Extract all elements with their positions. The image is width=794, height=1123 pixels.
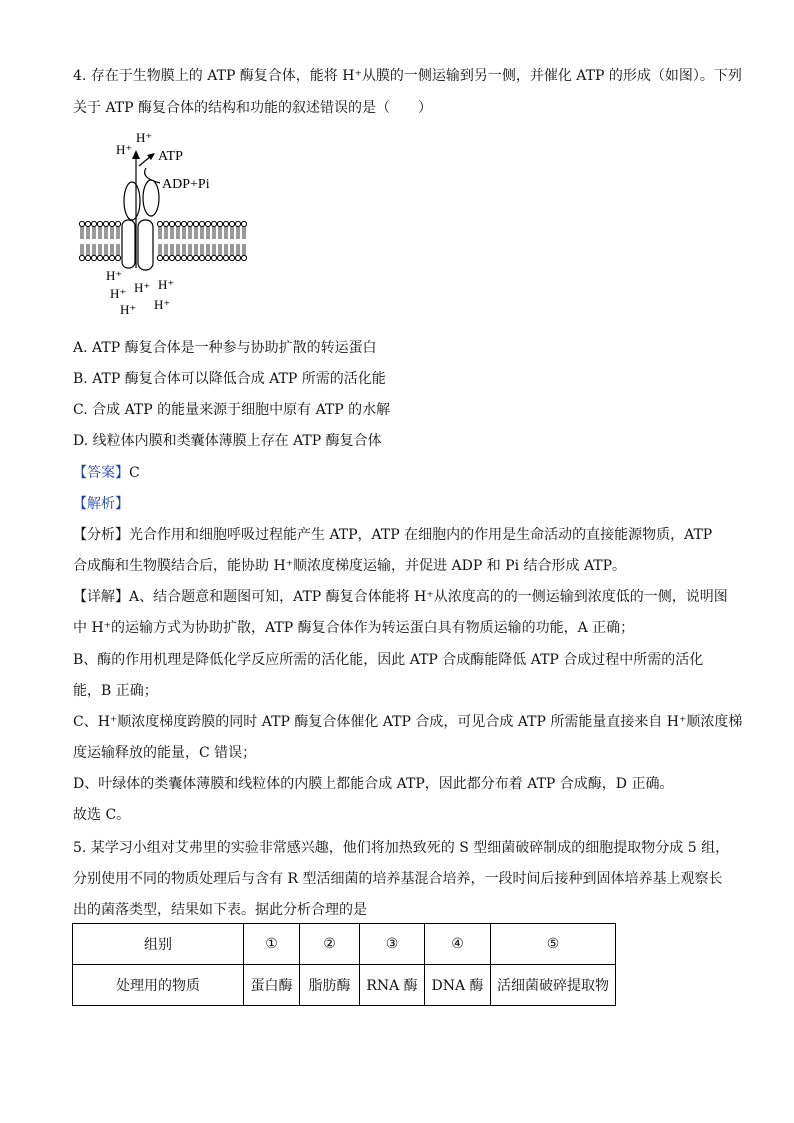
table-cell: RNA 酶 [360,965,425,1006]
xiangjie-text-1: A、结合题意和题图可知，ATP 酶复合体能将 H⁺从浓度高的的一侧运输到浓度低的一侧，说明图 [129,589,728,605]
table-row [73,965,616,1006]
xiangjie-line-1 [73,587,728,607]
table-cell: 处理用的物质 [73,965,244,1006]
table-cell: DNA 酶 [425,965,491,1006]
phospholipid-head [211,221,216,226]
phospholipid-head [223,255,228,260]
analysis-label: 【解析】 [73,496,129,512]
h-label-bottom-6: H⁺ [154,297,171,312]
phospholipid-head [175,221,180,226]
phospholipid-head [217,255,222,260]
membrane-bilayer [79,221,246,260]
table-cell: 蛋白酶 [244,965,300,1006]
phospholipid-head [235,221,240,226]
protein-subunit-upper-left [124,182,140,220]
table-cell: ① [244,924,300,965]
analysis-heading [73,494,129,514]
phospholipid-head [241,221,246,226]
q4-stem-line-2: 关于 ATP 酶复合体的结构和功能的叙述错误的是（ ） [73,100,433,116]
q5-stem-line-3: 出的菌落类型，结果如下表。据此分析合理的是 [73,902,367,918]
phospholipid-head [241,255,246,260]
xiangjie-label: 【详解】 [73,589,129,605]
phospholipid-head [229,255,234,260]
protein-channel-left [122,220,135,268]
xiangjie-line-3: B、酶的作用机理是降低化学反应所需的活化能，因此 ATP 合成酶能降低 ATP 合成过程中所需的活化 [73,652,704,668]
phospholipid-head [199,221,204,226]
phospholipid-head [163,255,168,260]
phospholipid-head [235,255,240,260]
phospholipid-head [193,221,198,226]
phospholipid-head [193,255,198,260]
phospholipid-head [97,221,102,226]
phospholipid-head [115,255,120,260]
phospholipid-head [163,221,168,226]
table-cell: ④ [425,924,491,965]
phospholipid-head [97,255,102,260]
phospholipid-head [85,221,90,226]
h-label-top-right: H⁺ [136,130,153,145]
h-label-bottom-5: H⁺ [120,302,137,317]
phospholipid-head [85,255,90,260]
fenxi-text-1: 光合作用和细胞呼吸过程能产生 ATP，ATP 在细胞内的作用是生命活动的直接能源物质，ATP [129,527,713,543]
xiangjie-line-2: 中 H⁺的运输方式为协助扩散，ATP 酶复合体作为转运蛋白具有物质运输的功能，A 正确； [73,620,635,636]
phospholipid-head [211,255,216,260]
phospholipid-head [175,255,180,260]
phospholipid-head [187,255,192,260]
answer-label: 【答案】 [73,465,129,481]
phospholipid-head [103,221,108,226]
phospholipid-head [217,221,222,226]
xiangjie-line-7: D、叶绿体的类囊体薄膜和线粒体的内膜上都能合成 ATP，因此都分布着 ATP 合成酶，D 正确。 [73,776,674,792]
protein-channel-right [138,220,153,270]
protein-subunit-upper-right [143,180,159,216]
adp-curve-arrow [145,168,160,183]
phospholipid-head [205,255,210,260]
conclusion-line: 故选 C。 [73,807,131,823]
table-cell: ⑤ [491,924,616,965]
phospholipid-head [157,221,162,226]
phospholipid-head [169,221,174,226]
q4-stem-line-1: 4. 存在于生物膜上的 ATP 酶复合体，能将 H⁺从膜的一侧运输到另一侧，并催化 ATP 的形成（如图）。下列 [73,68,742,84]
fenxi-line-1 [73,525,712,545]
h-label-bottom-4: H⁺ [158,277,175,292]
h-label-bottom-3: H⁺ [134,280,151,295]
q5-stem-line-1: 5. 某学习小组对艾弗里的实验非常感兴趣，他们将加热致死的 S 型细菌破碎制成的细胞提取物分成 5 组， [73,840,730,856]
q4-option-a: A. ATP 酶复合体是一种参与协助扩散的转运蛋白 [73,340,377,356]
h-label-bottom-1: H⁺ [106,268,123,283]
phospholipid-head [109,221,114,226]
q4-option-c: C. 合成 ATP 的能量来源于细胞中原有 ATP 的水解 [73,402,391,418]
phospholipid-head [109,255,114,260]
fenxi-line-2: 合成酶和生物膜结合后，能协助 H⁺顺浓度梯度运输，并促进 ADP 和 Pi 结合形成 ATP。 [73,558,627,574]
q5-stem-line-2: 分别使用不同的物质处理后与含有 R 型活细菌的培养基混合培养，一段时间后接种到固体培养基上观察长 [73,871,723,887]
phospholipid-head [115,221,120,226]
phospholipid-head [157,255,162,260]
h-label-top-left: H⁺ [116,142,133,157]
phospholipid-head [181,221,186,226]
phospholipid-head [103,255,108,260]
table-row [73,924,616,965]
phospholipid-head [169,255,174,260]
phospholipid-head [187,221,192,226]
phospholipid-head [181,255,186,260]
table-cell: 组别 [73,924,244,965]
atp-label: ATP [158,149,183,164]
xiangjie-line-6: 度运输释放的能量，C 错误； [73,745,257,761]
fenxi-label: 【分析】 [73,527,129,543]
answer-line [73,463,140,483]
table-cell: 脂肪酶 [300,965,360,1006]
phospholipid-head [229,221,234,226]
phospholipid-head [79,255,84,260]
q4-option-b: B. ATP 酶复合体可以降低合成 ATP 所需的活化能 [73,371,386,387]
table-cell: ③ [360,924,425,965]
phospholipid-head [91,221,96,226]
table-cell: ② [300,924,360,965]
xiangjie-line-5: C、H⁺顺浓度梯度跨膜的同时 ATP 酶复合体催化 ATP 合成，可见合成 ATP 所需能量直接来自 H⁺顺浓度梯 [73,714,743,730]
phospholipid-head [223,221,228,226]
q4-option-d: D. 线粒体内膜和类囊体薄膜上存在 ATP 酶复合体 [73,433,382,449]
phospholipid-head [199,255,204,260]
phospholipid-head [91,255,96,260]
atp-synthase-figure [78,126,268,322]
phospholipid-head [205,221,210,226]
q5-table [72,923,616,1006]
xiangjie-line-4: 能，B 正确； [73,683,158,699]
table-cell: 活细菌破碎提取物 [491,965,616,1006]
h-label-bottom-2: H⁺ [110,286,127,301]
adp-pi-label: ADP+Pi [162,177,210,192]
answer-value: C [129,465,140,481]
phospholipid-head [79,221,84,226]
